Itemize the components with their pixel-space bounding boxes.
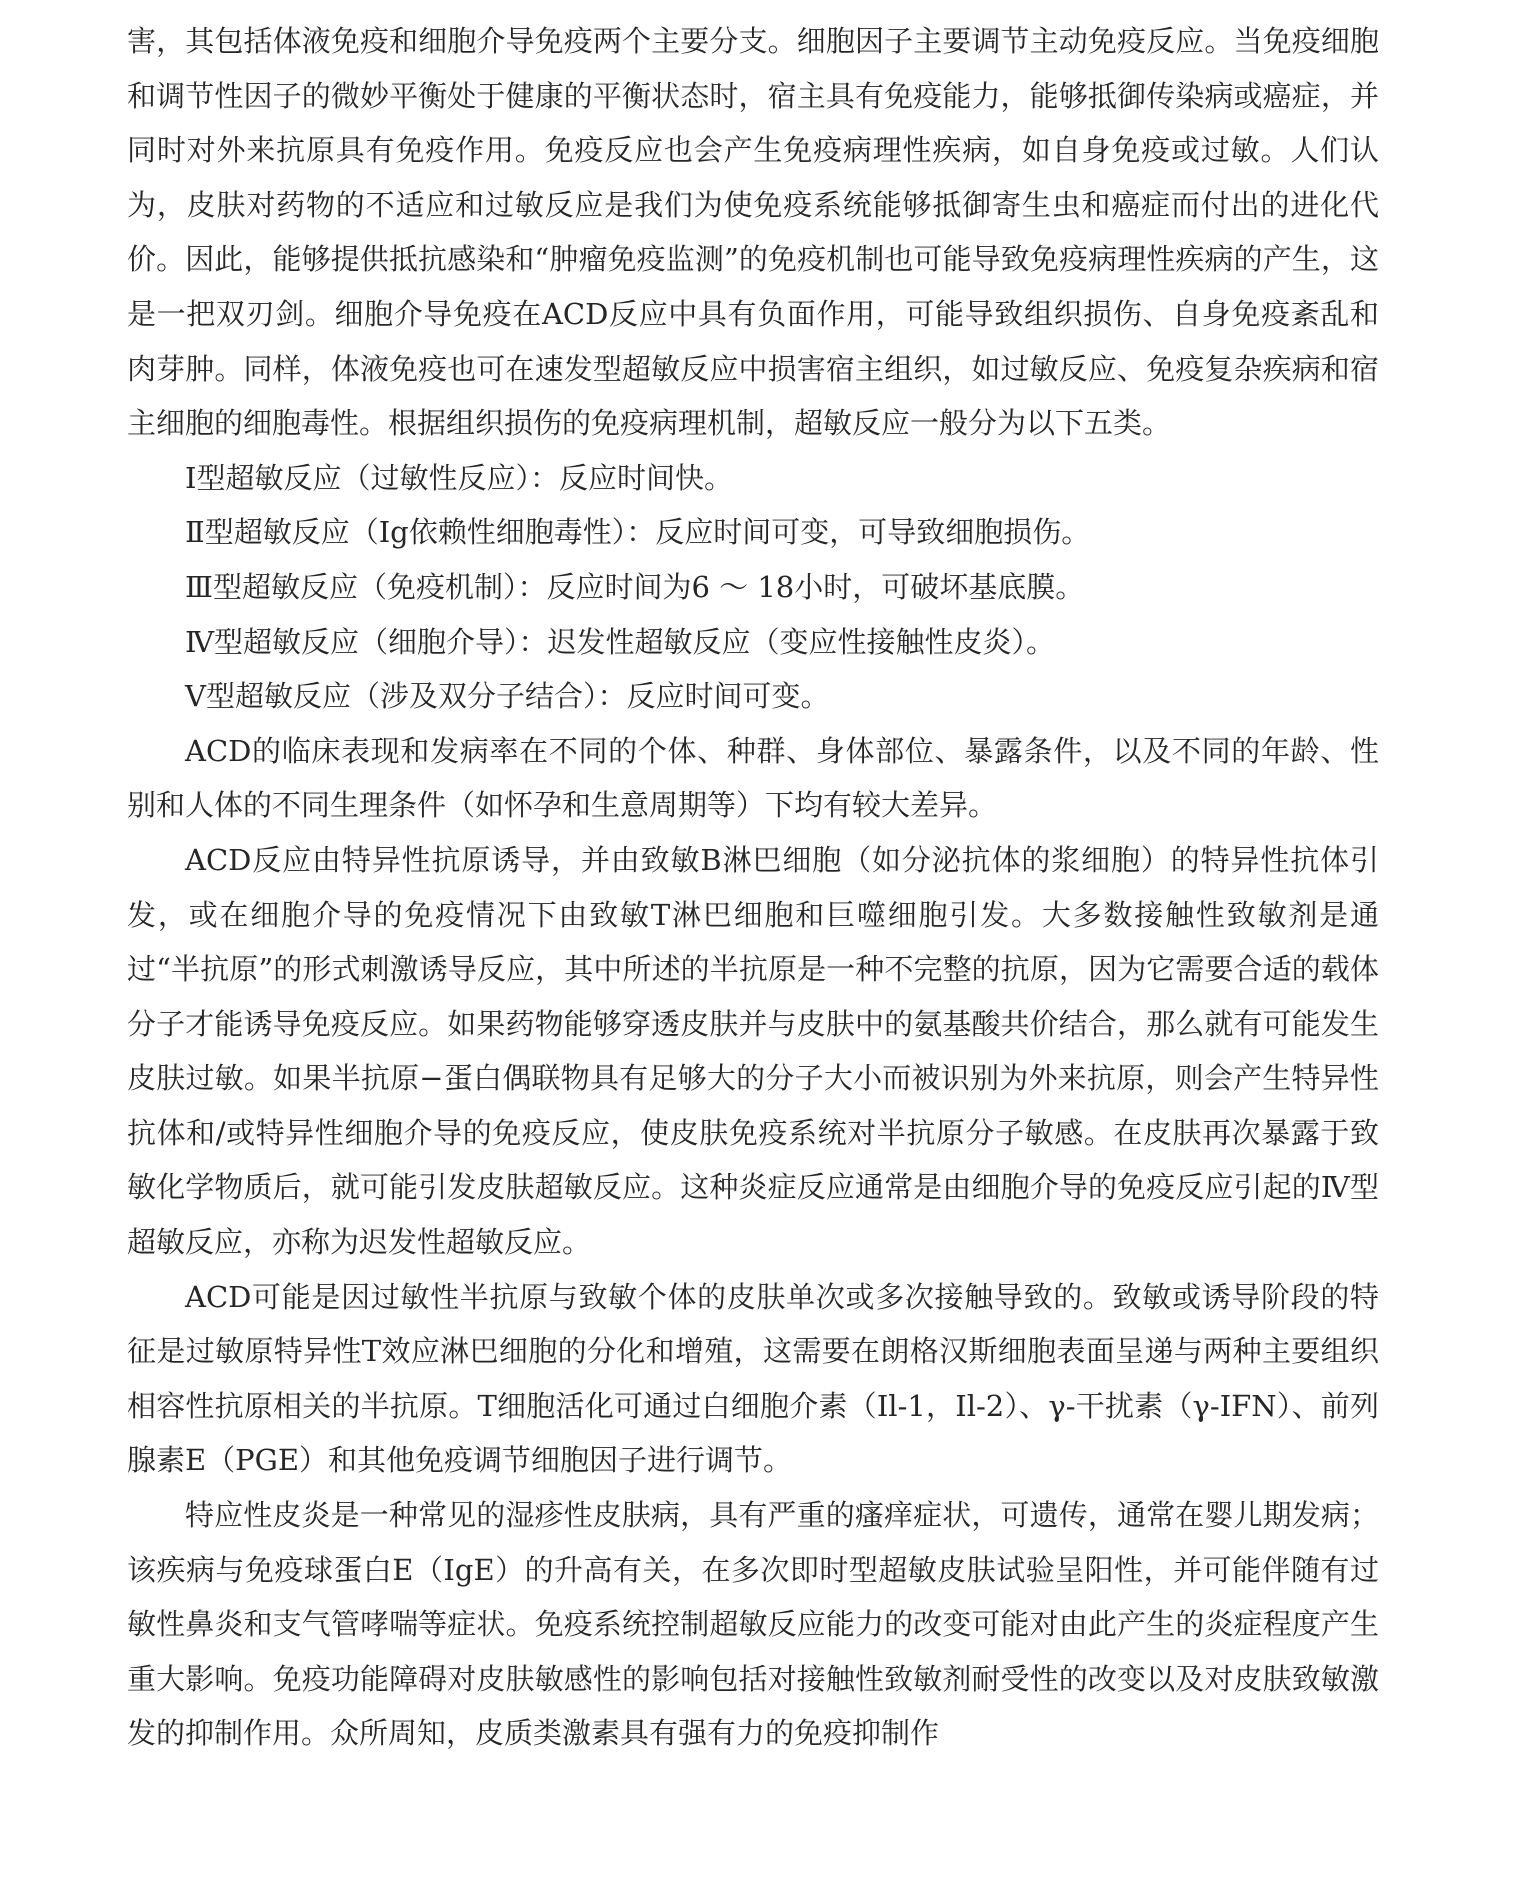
hypersensitivity-type-5: Ⅴ型超敏反应（涉及双分子结合）：反应时间可变。 [185,679,830,714]
document-page [127,14,1379,1761]
paragraph-atopic-dermatitis: 特应性皮炎是一种常见的湿疹性皮肤病，具有严重的瘙痒症状，可遗传，通常在婴儿期发病；该疾病与免疫球蛋白E（IgE）的升高有关，在多次即时型超敏皮肤试验呈阳性，并可能伴随有过敏性鼻炎和支气管哮喘等症状。免疫系统控制超敏反应能力的改变可能对由此产生的炎症程度产生重大影响。免疫功能障碍对皮肤敏感性的影响包括对接触性致敏剂耐受性的改变以及对皮肤致敏激发的抑制作用。众所周知，皮质类激素具有强有力的免疫抑制作 [127,1498,1379,1751]
paragraph-immune-overview: 害，其包括体液免疫和细胞介导免疫两个主要分支。细胞因子主要调节主动免疫反应。当免疫细胞和调节性因子的微妙平衡处于健康的平衡状态时，宿主具有免疫能力，能够抵御传染病或癌症，并同时对外来抗原具有免疫作用。免疫反应也会产生免疫病理性疾病，如自身免疫或过敏。人们认为，皮肤对药物的不适应和过敏反应是我们为使免疫系统能够抵御寄生虫和癌症而付出的进化代价。因此，能够提供抵抗感染和“肿瘤免疫监测”的免疫机制也可能导致免疫病理性疾病的产生，这是一把双刃剑。细胞介导免疫在ACD反应中具有负面作用，可能导致组织损伤、自身免疫紊乱和肉芽肿。同样，体液免疫也可在速发型超敏反应中损害宿主组织，如过敏反应、免疫复杂疾病和宿主细胞的细胞毒性。根据组织损伤的免疫病理机制，超敏反应一般分为以下五类。 [127,24,1379,441]
hypersensitivity-type-4: Ⅳ型超敏反应（细胞介导）：迟发性超敏反应（变应性接触性皮炎）。 [185,624,1055,659]
hypersensitivity-type-1: Ⅰ型超敏反应（过敏性反应）：反应时间快。 [185,460,733,495]
paragraph-acd-mechanism: ACD反应由特异性抗原诱导，并由致敏B淋巴细胞（如分泌抗体的浆细胞）的特异性抗体引发，或在细胞介导的免疫情况下由致敏T淋巴细胞和巨噬细胞引发。大多数接触性致敏剂是通过“半抗原”的形式刺激诱导反应，其中所述的半抗原是一种不完整的抗原，因为它需要合适的载体分子才能诱导免疫反应。如果药物能够穿透皮肤并与皮肤中的氨基酸共价结合，那么就有可能发生皮肤过敏。如果半抗原−蛋白偶联物具有足够大的分子大小而被识别为外来抗原，则会产生特异性抗体和/或特异性细胞介导的免疫反应，使皮肤免疫系统对半抗原分子敏感。在皮肤再次暴露于致敏化学物质后，就可能引发皮肤超敏反应。这种炎症反应通常是由细胞介导的免疫反应引起的Ⅳ型超敏反应，亦称为迟发性超敏反应。 [127,842,1379,1260]
paragraph-acd-induction: ACD可能是因过敏性半抗原与致敏个体的皮肤单次或多次接触导致的。致敏或诱导阶段的特征是过敏原特异性T效应淋巴细胞的分化和增殖，这需要在朗格汉斯细胞表面呈递与两种主要组织相容性抗原相关的半抗原。T细胞活化可通过白细胞介素（Il-1，Il-2）、γ-干扰素（γ-IFN）、前列腺素E（PGE）和其他免疫调节细胞因子进行调节。 [127,1279,1379,1478]
hypersensitivity-type-2: Ⅱ型超敏反应（Ig依赖性细胞毒性）：反应时间可变，可导致细胞损伤。 [185,515,1091,550]
hypersensitivity-type-3: Ⅲ型超敏反应（免疫机制）：反应时间为6 ～ 18小时，可破坏基底膜。 [185,569,1085,604]
paragraph-acd-clinical: ACD的临床表现和发病率在不同的个体、种群、身体部位、暴露条件，以及不同的年龄、性别和人体的不同生理条件（如怀孕和生意周期等）下均有较大差异。 [127,733,1379,823]
